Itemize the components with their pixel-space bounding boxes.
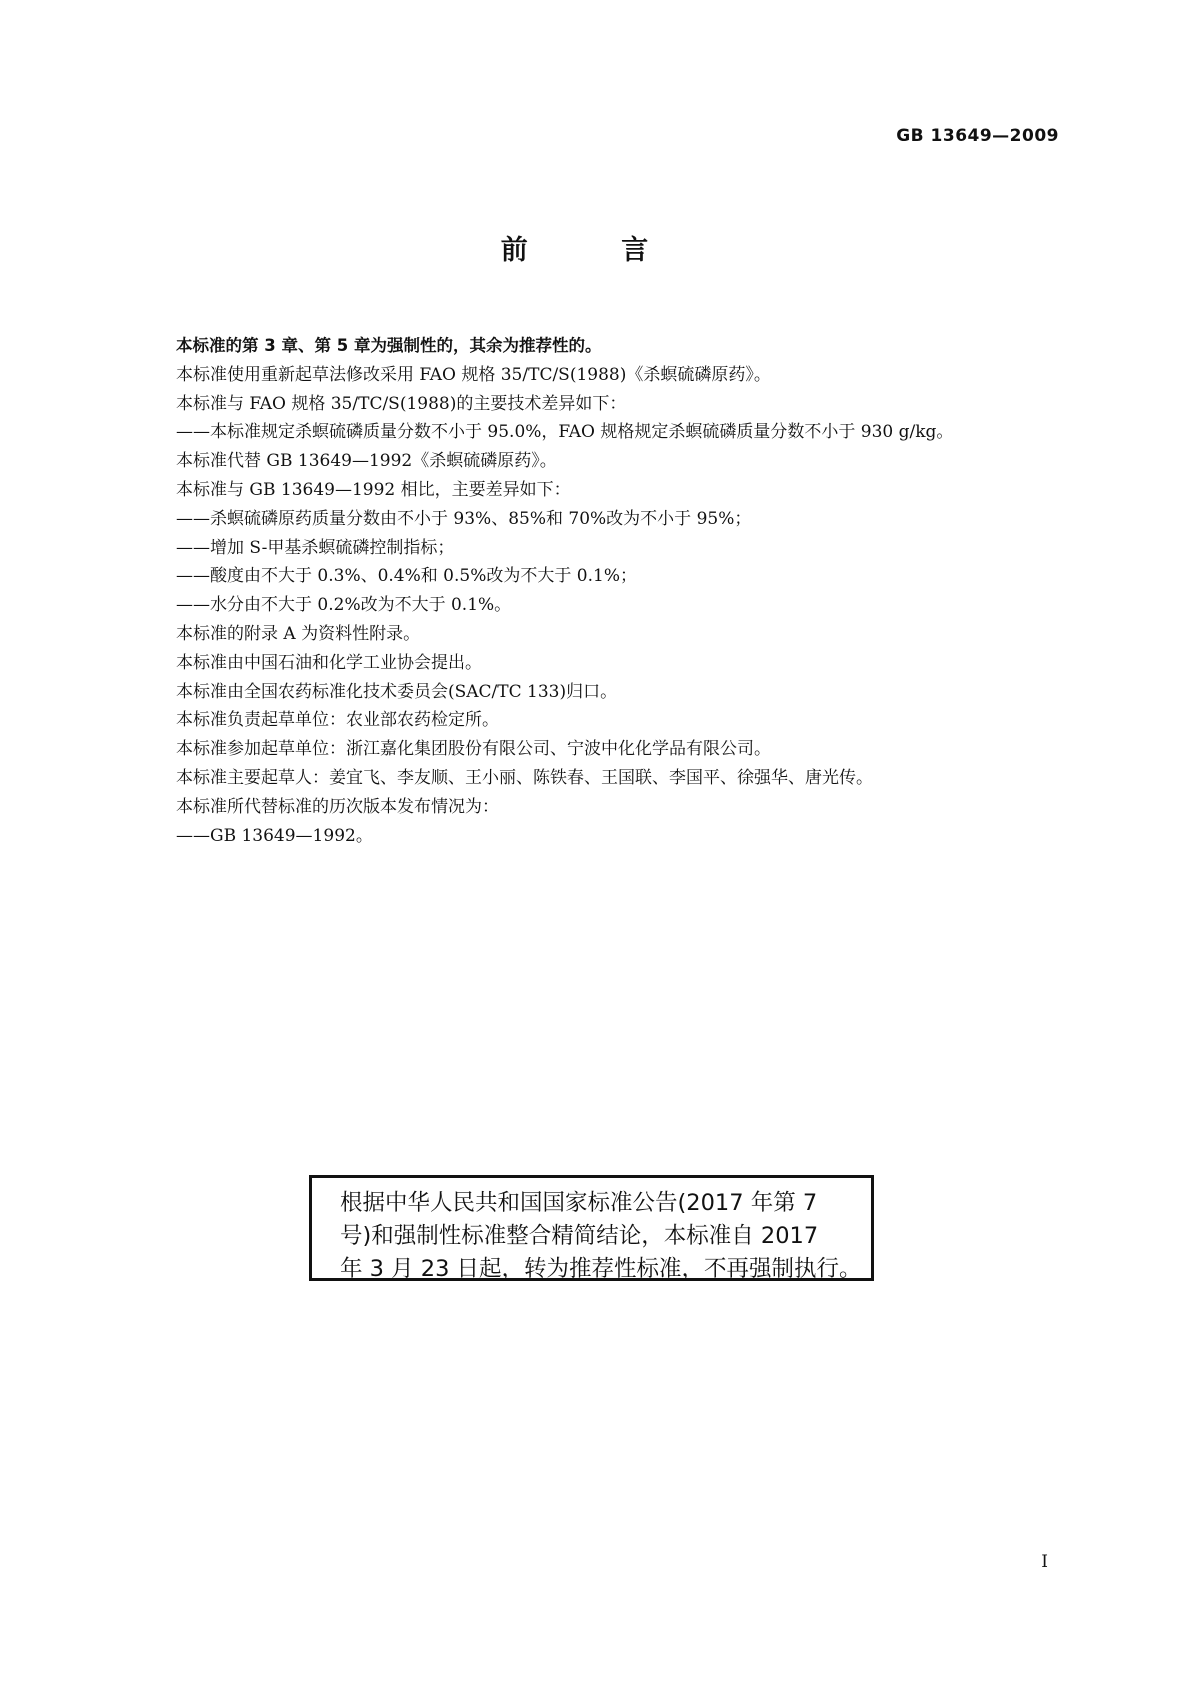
paragraph-proposed-by: 本标准由中国石油和化学工业协会提出。 bbox=[176, 652, 482, 673]
foreword-body bbox=[176, 332, 1066, 850]
paragraph-participating-drafters: 本标准参加起草单位：浙江嘉化集团股份有限公司、宁波中化化学品有限公司。 bbox=[176, 739, 771, 760]
list-item-previous-version: ——GB 13649—1992。 bbox=[176, 825, 373, 846]
paragraph-previous-versions: 本标准所代替标准的历次版本发布情况为： bbox=[176, 796, 499, 817]
page-number: I bbox=[1041, 1552, 1048, 1572]
list-item-s-methyl: ——增加 S-甲基杀螟硫磷控制指标； bbox=[176, 537, 455, 558]
list-item-mass-fraction: ——杀螟硫磷原药质量分数由不小于 93%、85%和 70%改为不小于 95%； bbox=[176, 508, 752, 529]
notice-line: 根据中华人民共和国国家标准公告(2017 年第 7 bbox=[340, 1190, 818, 1216]
paragraph-main-drafters: 本标准主要起草人：姜宜飞、李友顺、王小丽、陈铁春、王国联、李国平、徐强华、唐光传。 bbox=[176, 767, 873, 788]
standard-number: GB 13649—2009 bbox=[896, 126, 1059, 146]
page-title: 前 言 bbox=[500, 235, 691, 266]
paragraph-mandatory-chapters: 本标准的第 3 章、第 5 章为强制性的，其余为推荐性的。 bbox=[176, 336, 602, 355]
paragraph-fao-differences: 本标准与 FAO 规格 35/TC/S(1988)的主要技术差异如下： bbox=[176, 393, 627, 414]
notice-box bbox=[309, 1175, 874, 1281]
paragraph-responsible-drafter: 本标准负责起草单位：农业部农药检定所。 bbox=[176, 710, 499, 731]
paragraph-appendix: 本标准的附录 A 为资料性附录。 bbox=[176, 623, 421, 644]
paragraph-centralized-by: 本标准由全国农药标准化技术委员会(SAC/TC 133)归口。 bbox=[176, 681, 618, 702]
list-item-acidity: ——酸度由不大于 0.3%、0.4%和 0.5%改为不大于 0.1%； bbox=[176, 566, 637, 587]
paragraph-replaces: 本标准代替 GB 13649—1992《杀螟硫磷原药》。 bbox=[176, 451, 557, 472]
notice-line: 号)和强制性标准整合精简结论，本标准自 2017 bbox=[340, 1223, 819, 1249]
list-item-moisture: ——水分由不大于 0.2%改为不大于 0.1%。 bbox=[176, 595, 512, 616]
paragraph-adoption: 本标准使用重新起草法修改采用 FAO 规格 35/TC/S(1988)《杀螟硫磷原药》。 bbox=[176, 364, 771, 385]
paragraph-gb-differences: 本标准与 GB 13649—1992 相比，主要差异如下： bbox=[176, 479, 571, 500]
list-item-fao-diff: ——本标准规定杀螟硫磷质量分数不小于 95.0%，FAO 规格规定杀螟硫磷质量分数不小于 930 g/kg。 bbox=[176, 422, 954, 443]
notice-line: 年 3 月 23 日起，转为推荐性标准，不再强制执行。 bbox=[340, 1256, 862, 1282]
